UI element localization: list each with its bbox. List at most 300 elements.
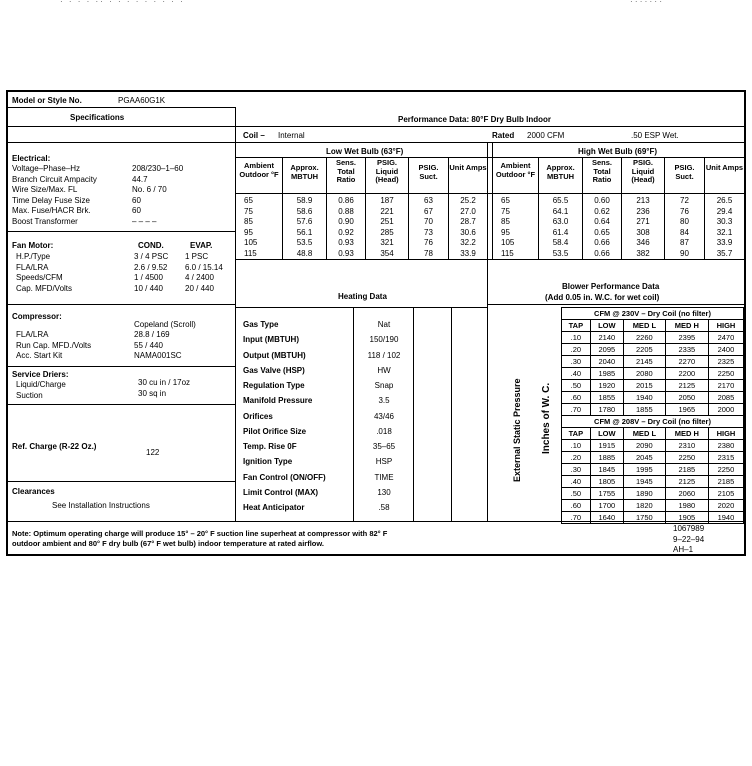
high-hdr-liquid: PSIG. Liquid (Head): [631, 158, 655, 184]
high-cell: 53.5: [552, 248, 569, 258]
fan-label: Cap. MFD/Volts: [16, 283, 73, 293]
low-hdr-liquid: PSIG. Liquid (Head): [375, 158, 399, 184]
low-cell: 28.7: [460, 217, 476, 226]
tap-cell: .30: [562, 464, 591, 476]
header-strip-right: · · · · · · ·: [630, 0, 662, 6]
fan-evap-header: EVAP.: [190, 241, 213, 250]
high-cell: 87: [680, 238, 689, 247]
fan-cond-values: [134, 252, 168, 294]
low-col-ambient: [236, 196, 284, 259]
note-line-2: outdoor ambient and 80° F dry bulb (67° F wet bulb) indoor temperature at rated airflow.: [12, 539, 324, 548]
cfm-cell: 2095: [590, 344, 623, 356]
fan-evap-value: 6.0 / 15.14: [185, 262, 223, 272]
heating-label: Manifold Pressure: [243, 396, 313, 405]
fan-cond-value: 2.6 / 9.52: [134, 262, 168, 272]
rule: [8, 231, 235, 232]
cfm-cell: 2470: [708, 332, 743, 344]
heating-value: TIME: [374, 473, 394, 482]
cfm-cell: 1855: [623, 404, 665, 416]
fan-motor-title: Fan Motor:: [12, 241, 54, 250]
cfm-cell: 1980: [665, 500, 708, 512]
cfm-cell: 1920: [590, 380, 623, 392]
cfm-cell: 1940: [708, 512, 743, 524]
low-col-mbtuh: [283, 196, 326, 259]
high-cell: 0.66: [594, 248, 610, 258]
low-cell: 58.9: [296, 196, 313, 205]
cfm-cell: 2205: [623, 344, 665, 356]
compressor-value: 28.8 / 169: [134, 330, 170, 339]
low-cell: 85: [244, 217, 253, 226]
cfm-cell: 2170: [708, 380, 743, 392]
fan-cond-value: 3 / 4 PSC: [134, 252, 169, 261]
low-hdr-ratio: Sens. Total Ratio: [335, 158, 356, 184]
high-cell: 65: [501, 196, 510, 205]
heating-value: 118 / 102: [367, 351, 401, 360]
rule: [235, 259, 744, 260]
col-header: MED L: [623, 320, 665, 332]
high-cell: 0.62: [594, 206, 610, 216]
rule: [8, 107, 235, 108]
fan-evap-value: 20 / 440: [185, 283, 214, 293]
electrical-value: 208/230–1–60: [132, 164, 184, 173]
low-cell: 25.2: [460, 196, 476, 205]
low-cell: 32.2: [460, 238, 476, 247]
blower-subtitle: (Add 0.05 in. W.C. for wet coil): [545, 293, 660, 302]
table-row: [562, 452, 744, 464]
document-number: 1067989: [673, 524, 705, 533]
table-row: [562, 488, 744, 500]
cfm-cell: 2185: [708, 476, 743, 488]
high-cell: 35.7: [716, 248, 733, 258]
cfm-cell: 2395: [665, 332, 708, 344]
high-hdr-mbtuh: Approx. MBTUH: [546, 163, 575, 181]
heating-value: Nat: [377, 320, 391, 329]
col-header: HIGH: [708, 428, 743, 440]
compressor-value: 55 / 440: [134, 340, 163, 350]
service-value: 30 sq in: [138, 388, 167, 398]
cfm-cell: 1995: [623, 464, 665, 476]
high-cell: 29.4: [716, 206, 733, 216]
high-cell: 236: [636, 206, 650, 216]
table-row: [562, 380, 744, 392]
low-cell: 27.0: [460, 206, 476, 216]
compressor-label: FLA/LRA: [16, 330, 49, 339]
low-cell: 63: [424, 196, 433, 205]
table-row: [562, 476, 744, 488]
electrical-label: Wire Size/Max. FL: [12, 185, 78, 194]
cfm-cell: 1855: [590, 392, 623, 404]
table-row: [562, 344, 744, 356]
cfm-cell: 1890: [623, 488, 665, 500]
divider: [487, 142, 488, 521]
clearances-text: See Installation Instructions: [52, 501, 150, 510]
service-driers-title: Service Driers:: [12, 370, 69, 379]
cfm-cell: 2250: [708, 464, 743, 476]
tap-cell: .30: [562, 356, 591, 368]
high-cell: 33.9: [716, 238, 733, 247]
rule: [8, 404, 235, 405]
rule: [235, 126, 744, 127]
cfm-cell: 2000: [708, 404, 743, 416]
fan-cond-value: 1 / 4500: [134, 273, 163, 282]
high-cell: 58.4: [552, 238, 569, 247]
heating-value: 35–65: [372, 442, 396, 451]
fan-cond-value: 10 / 440: [134, 283, 163, 293]
cfm-cell: 1755: [590, 488, 623, 500]
col-header: TAP: [562, 320, 591, 332]
performance-title: Performance Data: 80°F Dry Bulb Indoor: [398, 115, 552, 124]
fan-evap-value: 1 PSC: [185, 252, 209, 261]
heating-value: 130: [377, 488, 391, 497]
electrical-value: – – – –: [132, 216, 157, 226]
rated-value: 2000 CFM: [527, 131, 565, 140]
blower-table-title: CFM @ 208V – Dry Coil (no filter): [562, 416, 744, 428]
high-cell: 26.5: [716, 196, 733, 205]
tap-cell: .70: [562, 512, 591, 524]
heating-label: Temp. Rise 0F: [243, 442, 297, 451]
low-cell: 78: [424, 248, 433, 258]
low-hdr-mbtuh: Approx. MBTUH: [290, 163, 319, 181]
cfm-cell: 1940: [623, 392, 665, 404]
rule: [8, 304, 235, 305]
cfm-cell: 1885: [590, 452, 623, 464]
service-labels: [16, 380, 66, 401]
high-cell: 64.1: [552, 206, 569, 216]
compressor-label: Acc. Start Kit: [16, 351, 63, 360]
rule: [235, 142, 744, 143]
high-cell: 75: [501, 206, 510, 216]
high-cell: 346: [636, 238, 650, 247]
cfm-cell: 2200: [665, 368, 708, 380]
cfm-cell: 2270: [665, 356, 708, 368]
compressor-type: Copeland (Scroll): [134, 320, 196, 329]
electrical-label: Voltage–Phase–Hz: [12, 164, 81, 173]
col-header: TAP: [562, 428, 591, 440]
low-cell: 30.6: [460, 227, 476, 237]
electrical-value: 60: [132, 195, 141, 205]
tap-cell: .10: [562, 332, 591, 344]
cfm-cell: 2380: [708, 440, 743, 452]
cfm-cell: 2060: [665, 488, 708, 500]
high-hdr-suct: PSIG. Suct.: [674, 163, 695, 181]
cfm-cell: 2125: [665, 380, 708, 392]
high-cell: 32.1: [716, 227, 733, 237]
heating-value: HW: [377, 366, 391, 375]
high-cell: 0.66: [594, 238, 610, 247]
heating-label: Limit Control (MAX): [243, 488, 319, 497]
heating-label: Regulation Type: [243, 381, 305, 390]
fan-evap-values: [185, 252, 223, 294]
rule: [8, 126, 235, 127]
header-strip-left: · · · · ·· · · · · · · · · ·: [60, 0, 185, 6]
heating-value: HSP: [375, 457, 393, 466]
low-cell: 95: [244, 227, 253, 237]
cfm-cell: 2080: [623, 368, 665, 380]
low-wb-title: Low Wet Bulb (63°F): [326, 147, 404, 156]
electrical-label: Time Delay Fuse Size: [12, 195, 90, 205]
cfm-cell: 2145: [623, 356, 665, 368]
esp-axis-label: External Static Pressure: [512, 378, 522, 482]
low-cell: 33.9: [460, 248, 476, 258]
high-cell: 63.0: [552, 217, 569, 226]
heating-label: Ignition Type: [243, 457, 293, 466]
high-cell: 84: [680, 227, 689, 237]
fan-evap-value: 4 / 2400: [185, 273, 214, 282]
high-cell: 271: [636, 217, 650, 226]
heating-value: .018: [376, 427, 392, 436]
service-values: [138, 378, 190, 399]
ref-charge-value: 122: [146, 448, 160, 457]
fan-label: FLA/LRA: [16, 262, 49, 272]
cfm-cell: 1905: [665, 512, 708, 524]
low-cell: 53.5: [296, 238, 313, 247]
heating-label: Gas Type: [243, 320, 279, 329]
low-cell: 75: [244, 206, 253, 216]
cfm-cell: 1945: [623, 476, 665, 488]
rule: [8, 481, 235, 482]
heating-label: Output (MBTUH): [243, 351, 306, 360]
rule: [235, 307, 487, 308]
cfm-cell: 1915: [590, 440, 623, 452]
high-cell: 95: [501, 227, 510, 237]
table-row: [562, 368, 744, 380]
table-row: [562, 464, 744, 476]
tap-cell: .20: [562, 344, 591, 356]
rule: [8, 142, 235, 143]
electrical-values: [132, 164, 183, 227]
heating-label: Fan Control (ON/OFF): [243, 473, 326, 482]
low-cell: 251: [380, 217, 394, 226]
table-row: [562, 404, 744, 416]
fan-label: H.P./Type: [16, 252, 51, 261]
low-hdr-amps: Unit Amps: [449, 163, 487, 172]
high-col-liquid: [622, 196, 664, 259]
heating-label: Orifices: [243, 412, 273, 421]
electrical-value: No. 6 / 70: [132, 185, 167, 194]
fan-cond-header: COND.: [138, 241, 164, 250]
cfm-cell: 2040: [590, 356, 623, 368]
cfm-cell: 2020: [708, 500, 743, 512]
rated-label: Rated: [492, 131, 515, 140]
cfm-cell: 2090: [623, 440, 665, 452]
tap-cell: .50: [562, 380, 591, 392]
high-hdr-amps: Unit Amps: [705, 163, 744, 172]
cfm-cell: 1985: [590, 368, 623, 380]
cfm-cell: 2105: [708, 488, 743, 500]
tap-cell: .70: [562, 404, 591, 416]
cfm-cell: 2185: [665, 464, 708, 476]
cfm-cell: 1700: [590, 500, 623, 512]
service-label: Suction: [16, 390, 43, 400]
low-cell: 0.92: [338, 227, 354, 237]
low-cell: 354: [380, 248, 394, 258]
high-cell: 76: [680, 206, 689, 216]
cfm-cell: 2400: [708, 344, 743, 356]
low-cell: 70: [424, 217, 433, 226]
low-cell: 67: [424, 206, 433, 216]
high-hdr-ambient: Ambient Outdoor °F: [495, 161, 536, 179]
col-header: MED L: [623, 428, 665, 440]
cfm-cell: 1805: [590, 476, 623, 488]
heating-title: Heating Data: [338, 292, 387, 301]
high-col-ratio: [583, 196, 621, 259]
electrical-label: Branch Circuit Ampacity: [12, 174, 97, 184]
low-cell: 0.93: [338, 248, 354, 258]
table-row: [562, 500, 744, 512]
clearances-title: Clearances: [12, 487, 55, 496]
heating-value: 150/190: [369, 335, 399, 344]
low-cell: 58.6: [296, 206, 313, 216]
tap-cell: .40: [562, 368, 591, 380]
electrical-value: 44.7: [132, 174, 148, 184]
low-cell: 57.6: [296, 217, 313, 226]
electrical-value: 60: [132, 206, 141, 215]
high-cell: 80: [680, 217, 689, 226]
wc-axis-label: Inches of W. C.: [541, 382, 552, 454]
rule: [235, 157, 744, 158]
cfm-cell: 2335: [665, 344, 708, 356]
tap-cell: .20: [562, 452, 591, 464]
table-row: [562, 332, 744, 344]
high-col-suct: [665, 196, 704, 259]
cfm-cell: 1640: [590, 512, 623, 524]
cfm-cell: 1820: [623, 500, 665, 512]
table-row: [562, 440, 744, 452]
spec-sheet: [6, 90, 746, 556]
high-wb-title: High Wet Bulb (69°F): [578, 147, 658, 156]
service-label: Liquid/Charge: [16, 380, 66, 389]
tap-cell: .60: [562, 392, 591, 404]
low-col-liquid: [366, 196, 408, 259]
low-col-amps: [449, 196, 487, 259]
blower-table-title: CFM @ 230V – Dry Coil (no filter): [562, 308, 744, 320]
col-header: MED H: [665, 320, 708, 332]
cfm-cell: 2250: [665, 452, 708, 464]
cfm-cell: 2250: [708, 368, 743, 380]
compressor-label: Run Cap. MFD./Volts: [16, 340, 92, 350]
high-cell: 382: [636, 248, 650, 258]
fan-labels: [16, 252, 72, 294]
low-cell: 0.93: [338, 238, 354, 247]
divider: [353, 307, 354, 521]
high-cell: 61.4: [552, 227, 569, 237]
heating-label: Input (MBTUH): [243, 335, 299, 344]
high-col-ambient: [493, 196, 541, 259]
low-cell: 105: [244, 238, 258, 247]
heating-label: Gas Valve (HSP): [243, 366, 305, 375]
electrical-label: Boost Transformer: [12, 216, 78, 226]
cfm-cell: 2325: [708, 356, 743, 368]
low-cell: 0.86: [338, 196, 354, 205]
cfm-cell: 1965: [665, 404, 708, 416]
high-cell: 213: [636, 196, 650, 205]
high-col-mbtuh: [539, 196, 582, 259]
cfm-cell: 2050: [665, 392, 708, 404]
heating-value: .58: [378, 503, 390, 512]
low-cell: 321: [380, 238, 394, 247]
low-cell: 73: [424, 227, 433, 237]
electrical-labels: [12, 164, 97, 227]
cfm-cell: 2045: [623, 452, 665, 464]
note-line-1: Note: Optimum operating charge will produce 15° – 20° F suction line superheat at compressor with 82° F: [12, 529, 388, 538]
low-cell: 285: [380, 227, 394, 237]
high-hdr-ratio: Sens. Total Ratio: [591, 158, 612, 184]
low-cell: 0.88: [338, 206, 354, 216]
document-id: [673, 524, 704, 556]
high-cell: 115: [501, 248, 514, 258]
cfm-cell: 2125: [665, 476, 708, 488]
tap-cell: .10: [562, 440, 591, 452]
blower-table-208v: [561, 415, 744, 524]
heating-value: 43/46: [373, 412, 395, 421]
document-date: 9–22–94: [673, 534, 705, 544]
esp-value: .50 ESP Wet.: [631, 131, 679, 140]
col-header: MED H: [665, 428, 708, 440]
low-col-suct: [409, 196, 448, 259]
electrical-title: Electrical:: [12, 154, 51, 163]
tap-cell: .40: [562, 476, 591, 488]
tap-cell: .50: [562, 488, 591, 500]
low-cell: 221: [380, 206, 394, 216]
blower-table-230v: [561, 307, 744, 416]
high-cell: 0.64: [594, 217, 610, 226]
heating-value: Snap: [374, 381, 394, 390]
low-cell: 115: [244, 248, 257, 258]
low-cell: 0.90: [338, 217, 354, 226]
specifications-title: Specifications: [70, 113, 125, 122]
compressor-title: Compressor:: [12, 312, 62, 321]
divider: [451, 307, 452, 521]
low-hdr-suct: PSIG. Suct.: [418, 163, 439, 181]
high-cell: 0.60: [594, 196, 610, 205]
cfm-cell: 2015: [623, 380, 665, 392]
electrical-label: Max. Fuse/HACR Brk.: [12, 206, 91, 215]
low-hdr-ambient: Ambient Outdoor °F: [239, 161, 279, 179]
high-cell: 105: [501, 238, 515, 247]
cfm-cell: 1845: [590, 464, 623, 476]
low-cell: 76: [424, 238, 433, 247]
low-cell: 56.1: [296, 227, 313, 237]
tap-cell: .60: [562, 500, 591, 512]
cfm-cell: 2310: [665, 440, 708, 452]
model-label: Model or Style No.: [12, 96, 82, 105]
coil-value: Internal: [278, 131, 305, 140]
high-cell: 72: [680, 196, 689, 205]
high-cell: 0.65: [594, 227, 610, 237]
low-cell: 187: [380, 196, 394, 205]
high-col-amps: [705, 196, 744, 259]
high-cell: 30.3: [716, 217, 733, 226]
model-value: PGAA60G1K: [118, 96, 166, 105]
high-cell: 65.5: [552, 196, 569, 205]
service-value: 30 cu in / 17oz: [138, 378, 191, 387]
fan-label: Speeds/CFM: [16, 273, 63, 282]
rule: [487, 304, 744, 305]
col-header: LOW: [590, 428, 623, 440]
divider: [413, 307, 414, 521]
cfm-cell: 2140: [590, 332, 623, 344]
heating-value: 3.5: [378, 396, 390, 405]
coil-label: Coil –: [243, 131, 265, 140]
heating-label: Heat Anticipator: [243, 503, 305, 512]
compressor-labels: [16, 330, 91, 362]
rule: [8, 366, 235, 367]
table-row: [562, 392, 744, 404]
cfm-cell: 1750: [623, 512, 665, 524]
cfm-cell: 1780: [590, 404, 623, 416]
high-cell: 85: [501, 217, 510, 226]
blower-title: Blower Performance Data: [562, 282, 660, 291]
